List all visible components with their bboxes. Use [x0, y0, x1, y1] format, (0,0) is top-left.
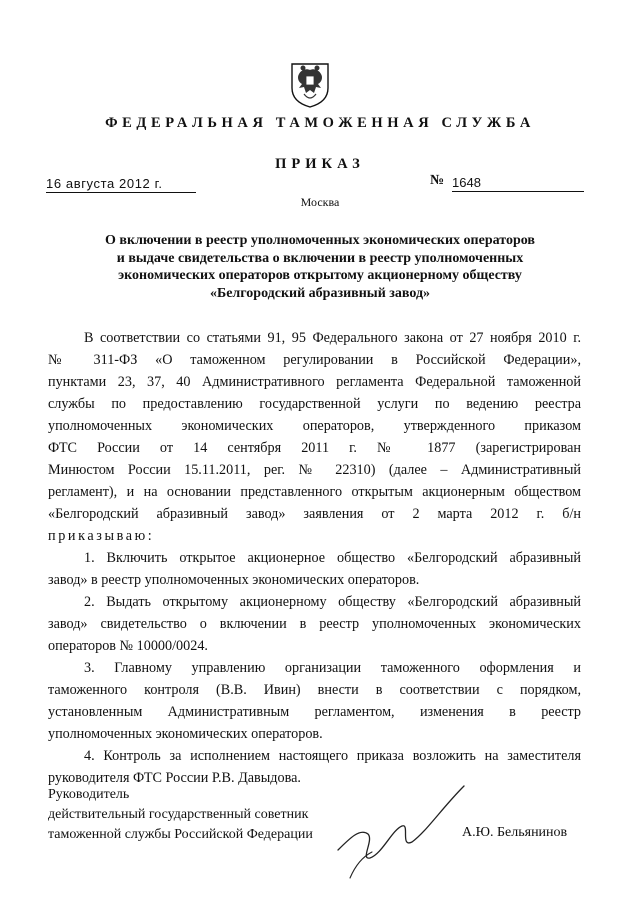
- title-line: О включении в реестр уполномоченных экономических операторов: [105, 233, 535, 248]
- title-line: и выдаче свидетельства о включении в реестр уполномоченных: [116, 250, 524, 266]
- agency-name: ФЕДЕРАЛЬНАЯ ТАМОЖЕННАЯ СЛУЖБА: [105, 115, 535, 131]
- body-line: регламент), и на основании представленного открытым акционерным обществом: [48, 484, 581, 500]
- signatory-name: А.Ю. Бельянинов: [462, 825, 568, 840]
- body-line: операторов № 10000/0024.: [48, 638, 208, 654]
- order-body: [48, 327, 581, 789]
- title-line: экономических операторов открытому акционерному обществу: [118, 268, 522, 283]
- body-line: В соответствии со статьями 91, 95 Федерального закона от 27 ноября 2010 г.: [84, 330, 581, 346]
- body-line: Минюстом России 15.11.2011, рег. № 22310) (далее – Административный: [48, 462, 581, 478]
- document-type: ПРИКАЗ: [275, 156, 365, 172]
- signatory-title-line: действительный государственный советник: [48, 807, 309, 822]
- body-line: ФТС России от 14 сентября 2011 г. № 1877 (зарегистрирован: [48, 440, 581, 456]
- body-line: пунктами 23, 37, 40 Административного регламента Федеральной таможенной: [48, 374, 581, 390]
- signatory-title: [48, 785, 313, 845]
- body-line: таможенного контроля (В.В. Ивин) внести в соответствии с порядком,: [48, 682, 581, 698]
- body-line: завод» свидетельство о включении в реестр уполномоченных экономических: [48, 616, 581, 632]
- order-number: 1648: [452, 175, 481, 190]
- handwritten-signature: [330, 768, 470, 888]
- order-title: [60, 232, 580, 302]
- body-line: 4. Контроль за исполнением настоящего приказа возложить на заместителя: [84, 748, 581, 764]
- body-line: руководителя ФТС России Р.В. Давыдова.: [48, 770, 301, 786]
- body-line: завод» в реестр уполномоченных экономических операторов.: [48, 572, 420, 588]
- body-line-prikazyvayu: приказываю:: [48, 528, 155, 544]
- order-date-block: [46, 176, 196, 191]
- order-date: 16 августа 2012 г.: [46, 176, 163, 191]
- signatory-title-line: таможенной службы Российской Федерации: [48, 827, 313, 842]
- coat-of-arms-emblem: [289, 58, 331, 108]
- body-line: № 311-ФЗ «О таможенном регулировании в Российской Федерации»,: [48, 352, 581, 368]
- body-line: 3. Главному управлению организации таможенного оформления и: [84, 660, 581, 676]
- body-line: «Белгородский абразивный завод» заявления от 2 марта 2012 г. б/н: [48, 506, 581, 522]
- body-line: 1. Включить открытое акционерное общество «Белгородский абразивный: [84, 550, 581, 566]
- city: Москва: [300, 195, 340, 209]
- body-line: 2. Выдать открытому акционерному обществу «Белгородский абразивный: [84, 594, 581, 610]
- body-line: уполномоченных экономических операторов, утвержденного приказом: [48, 418, 581, 434]
- body-line: установленным Административным регламентом, изменения в реестр: [48, 704, 581, 720]
- number-underline: [452, 191, 584, 192]
- body-line: службы по предоставлению государственной услуги по ведению реестра: [48, 396, 581, 412]
- title-line: «Белгородский абразивный завод»: [209, 285, 431, 301]
- body-line: уполномоченных экономических операторов.: [48, 726, 323, 742]
- number-sign: №: [430, 173, 445, 188]
- signatory-title-line: Руководитель: [48, 787, 130, 802]
- order-number-block: [430, 173, 584, 193]
